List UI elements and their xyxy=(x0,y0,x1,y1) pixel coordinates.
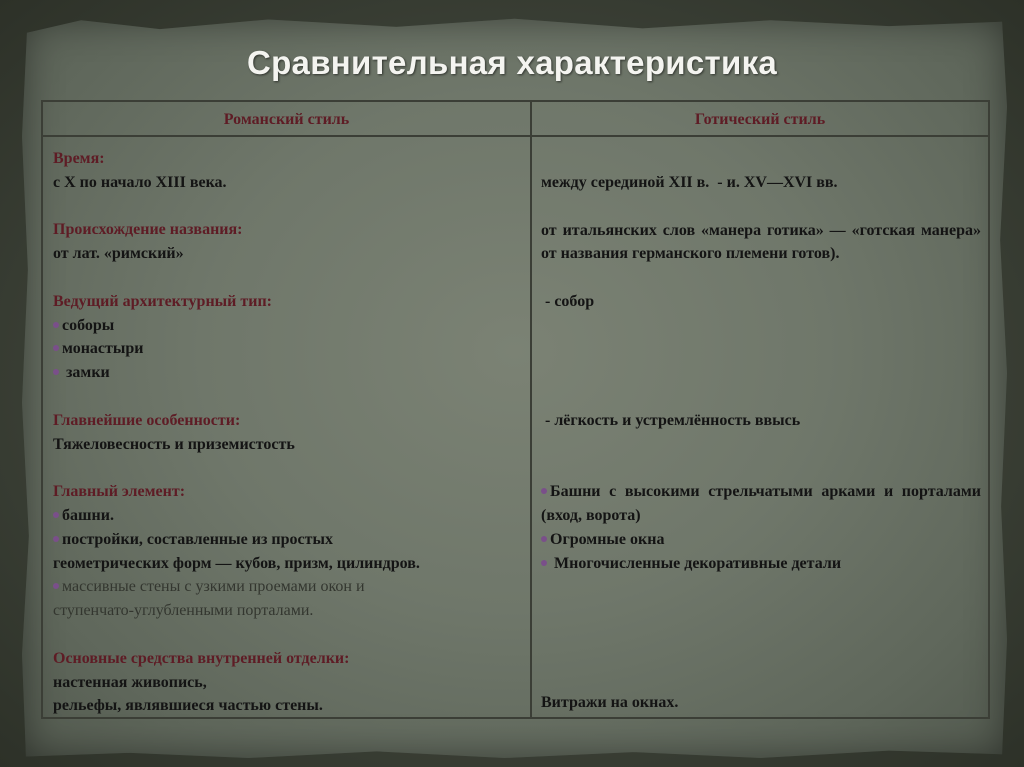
gothic-decor-value: Витражи на окнах. xyxy=(541,694,679,712)
list-item: Огромные окна xyxy=(541,528,981,552)
list-item: Многочисленные декоративные детали xyxy=(541,552,981,576)
bullet-icon xyxy=(53,536,59,542)
list-item-continuation: ступенчато-углубленными порталами. xyxy=(53,602,314,620)
bullet-icon xyxy=(53,583,59,589)
name-origin-heading: Происхождение названия: xyxy=(53,221,243,239)
gothic-time-value: между серединой XII в. - и. XV—XVI вв. xyxy=(541,174,838,191)
interior-decor-heading: Основные средства внутренней отделки: xyxy=(53,649,350,667)
slide-title: Сравнительная характеристика xyxy=(246,44,778,81)
gothic-features-value: - лёгкость и устремлённость ввысь xyxy=(541,411,801,429)
time-value: с Х по начало ХIII века. xyxy=(53,173,227,191)
bullet-icon xyxy=(541,488,547,494)
bullet-icon xyxy=(53,369,59,375)
comparison-table xyxy=(41,100,990,719)
list-item: соборы xyxy=(53,314,523,338)
bullet-icon xyxy=(541,560,547,566)
list-item: постройки, составленные из простых xyxy=(53,528,523,552)
main-element-heading: Главный элемент: xyxy=(53,483,186,501)
list-item: замки xyxy=(53,361,523,385)
list-item: монастыри xyxy=(53,337,523,361)
list-item: массивные стены с узкими проемами окон и xyxy=(53,575,523,599)
header-romanesque: Романский стиль xyxy=(223,111,350,128)
gothic-arch-type-value: - собор xyxy=(541,292,595,310)
time-heading: Время: xyxy=(53,150,105,167)
name-origin-value: от лат. «римский» xyxy=(53,245,184,263)
column-divider xyxy=(530,102,532,717)
interior-decor-line: настенная живопись, xyxy=(53,673,207,691)
list-item: башни. xyxy=(53,504,523,528)
bullet-icon xyxy=(53,322,59,328)
arch-type-heading: Ведущий архитектурный тип: xyxy=(53,292,272,310)
gothic-name-origin-value: от итальянских слов «манера готика» — «готская манера» от названия германского племени готов). xyxy=(541,221,981,263)
gothic-cell xyxy=(541,137,981,717)
features-heading: Главнейшие особенности: xyxy=(53,411,241,429)
bullet-icon xyxy=(53,512,59,518)
table-header-row xyxy=(43,102,988,137)
features-value: Тяжеловесность и приземистость xyxy=(53,435,295,453)
interior-decor-line: рельефы, являвшиеся частью стены. xyxy=(53,697,323,715)
romanesque-cell xyxy=(53,137,523,717)
bullet-icon xyxy=(53,345,59,351)
list-item: Башни с высокими стрельчатыми арками и порталами (вход, ворота) xyxy=(541,483,981,525)
bullet-icon xyxy=(541,536,547,542)
list-item-continuation: геометрических форм — кубов, призм, цилиндров. xyxy=(53,554,420,572)
header-gothic: Готический стиль xyxy=(694,111,826,128)
